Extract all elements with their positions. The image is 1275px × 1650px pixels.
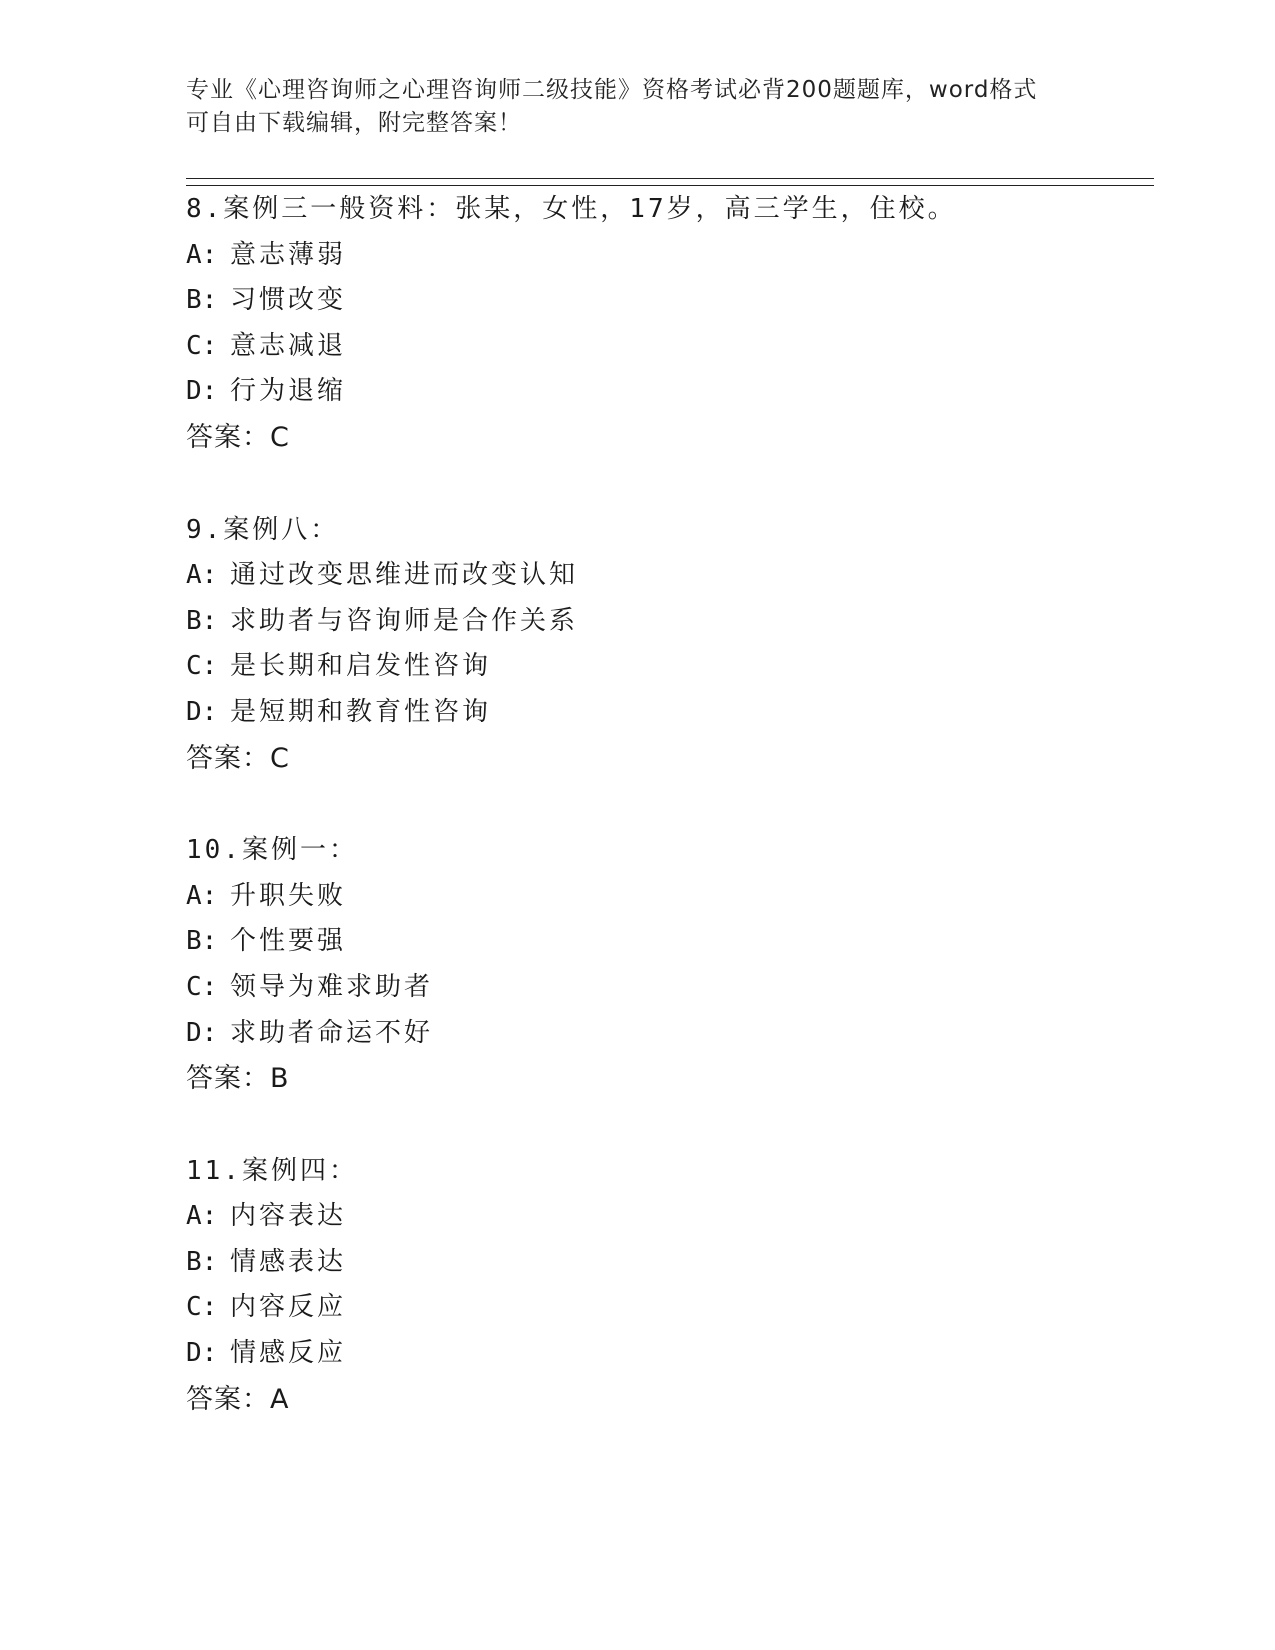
- option-text: 升职失败: [230, 880, 347, 911]
- option-key: A:: [186, 239, 218, 270]
- option-text: 情感反应: [230, 1338, 347, 1369]
- option-b: [186, 1240, 1146, 1286]
- option-key: D:: [186, 376, 218, 407]
- option-c: [186, 1285, 1146, 1331]
- option-text: 内容表达: [230, 1201, 347, 1232]
- option-b: [186, 919, 1146, 965]
- header-divider: [186, 178, 1154, 186]
- option-text: 情感表达: [230, 1246, 347, 1277]
- option-text: 意志减退: [230, 330, 347, 361]
- option-key: C:: [186, 1292, 218, 1323]
- option-key: B:: [186, 926, 218, 957]
- option-key: B:: [186, 1246, 218, 1277]
- answer-line: 答案：B: [186, 1063, 290, 1095]
- answer-line: 答案：C: [186, 421, 290, 453]
- question-10: [186, 828, 1146, 1102]
- option-text: 是长期和启发性咨询: [230, 651, 492, 682]
- option-a: [186, 874, 1146, 920]
- option-text: 意志薄弱: [230, 239, 347, 270]
- option-d: [186, 1331, 1146, 1377]
- option-key: B:: [186, 605, 218, 636]
- header-line-2: 可自由下载编辑，附完整答案！: [186, 110, 522, 136]
- option-key: B:: [186, 285, 218, 316]
- option-key: D:: [186, 1017, 218, 1048]
- option-a: [186, 233, 1146, 279]
- option-text: 内容反应: [230, 1292, 347, 1323]
- option-key: C:: [186, 330, 218, 361]
- option-text: 领导为难求助者: [230, 971, 434, 1002]
- option-b: [186, 599, 1146, 645]
- option-text: 个性要强: [230, 926, 347, 957]
- option-c: [186, 644, 1146, 690]
- option-d: [186, 690, 1146, 736]
- option-b: [186, 278, 1146, 324]
- option-c: [186, 324, 1146, 370]
- option-key: D:: [186, 696, 218, 727]
- option-d: [186, 1011, 1146, 1057]
- option-key: A:: [186, 560, 218, 591]
- question-11: [186, 1149, 1146, 1423]
- option-key: A:: [186, 1201, 218, 1232]
- question-stem: 11.案例四：: [186, 1155, 358, 1186]
- header-line-1: 专业《心理咨询师之心理咨询师二级技能》资格考试必背200题题库，word格式: [186, 77, 1038, 103]
- option-text: 求助者命运不好: [230, 1017, 434, 1048]
- question-8: [186, 187, 1146, 461]
- option-a: [186, 1194, 1146, 1240]
- option-key: C:: [186, 971, 218, 1002]
- option-text: 习惯改变: [230, 285, 347, 316]
- answer-line: 答案：C: [186, 742, 290, 774]
- option-key: C:: [186, 651, 218, 682]
- option-c: [186, 965, 1146, 1011]
- option-key: A:: [186, 880, 218, 911]
- option-key: D:: [186, 1338, 218, 1369]
- option-text: 是短期和教育性咨询: [230, 696, 492, 727]
- option-d: [186, 369, 1146, 415]
- question-stem: 9.案例八：: [186, 514, 340, 545]
- question-stem: 10.案例一：: [186, 835, 358, 866]
- question-9: [186, 508, 1146, 782]
- question-list: [186, 187, 1146, 1469]
- question-stem: 8.案例三一般资料：张某，女性，17岁，高三学生，住校。: [186, 194, 957, 224]
- option-text: 通过改变思维进而改变认知: [230, 560, 579, 591]
- option-a: [186, 553, 1146, 599]
- answer-line: 答案：A: [186, 1383, 290, 1415]
- document-header: [186, 74, 1086, 140]
- option-text: 求助者与咨询师是合作关系: [230, 605, 579, 636]
- option-text: 行为退缩: [230, 376, 347, 407]
